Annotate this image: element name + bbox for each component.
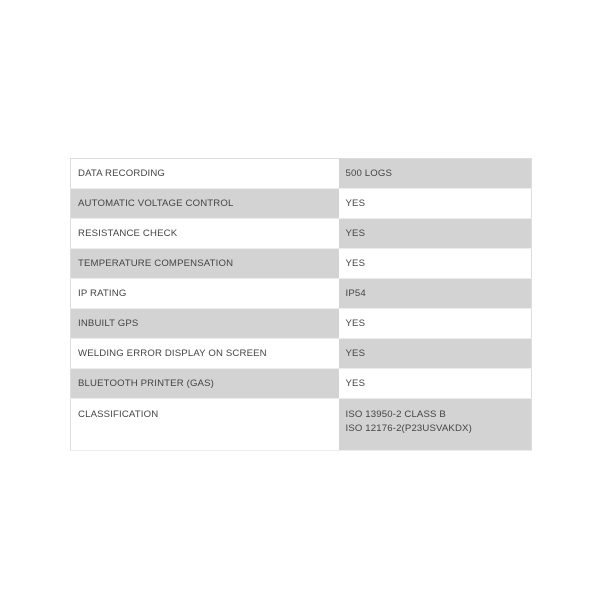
classification-line: ISO 13950-2 CLASS B bbox=[345, 409, 446, 420]
spec-value-temperature-compensation: YES bbox=[339, 249, 532, 279]
spec-value-automatic-voltage-control: YES bbox=[339, 189, 532, 219]
classification-line: ISO 12176-2(P23USVAKDX) bbox=[345, 423, 472, 434]
spec-label-data-recording: DATA RECORDING bbox=[71, 159, 339, 189]
table-row bbox=[71, 279, 532, 309]
table-row bbox=[71, 399, 532, 451]
specifications-table bbox=[70, 158, 532, 451]
spec-label-resistance-check: RESISTANCE CHECK bbox=[71, 219, 339, 249]
spec-label-automatic-voltage-control: AUTOMATIC VOLTAGE CONTROL bbox=[71, 189, 339, 219]
table-row bbox=[71, 219, 532, 249]
table-row bbox=[71, 249, 532, 279]
spec-value-classification bbox=[339, 399, 532, 451]
table-row bbox=[71, 159, 532, 189]
spec-label-inbuilt-gps: INBUILT GPS bbox=[71, 309, 339, 339]
spec-label-temperature-compensation: TEMPERATURE COMPENSATION bbox=[71, 249, 339, 279]
spec-value-bluetooth-printer: YES bbox=[339, 369, 532, 399]
spec-label-welding-error-display: WELDING ERROR DISPLAY ON SCREEN bbox=[71, 339, 339, 369]
spec-label-ip-rating: IP RATING bbox=[71, 279, 339, 309]
table-row bbox=[71, 189, 532, 219]
spec-value-data-recording: 500 LOGS bbox=[339, 159, 532, 189]
spec-label-classification: CLASSIFICATION bbox=[71, 399, 339, 451]
spec-label-bluetooth-printer: BLUETOOTH PRINTER (GAS) bbox=[71, 369, 339, 399]
spec-value-inbuilt-gps: YES bbox=[339, 309, 532, 339]
spec-value-resistance-check: YES bbox=[339, 219, 532, 249]
spec-value-ip-rating: IP54 bbox=[339, 279, 532, 309]
spec-value-welding-error-display: YES bbox=[339, 339, 532, 369]
table-row bbox=[71, 309, 532, 339]
table-row bbox=[71, 339, 532, 369]
table-row bbox=[71, 369, 532, 399]
